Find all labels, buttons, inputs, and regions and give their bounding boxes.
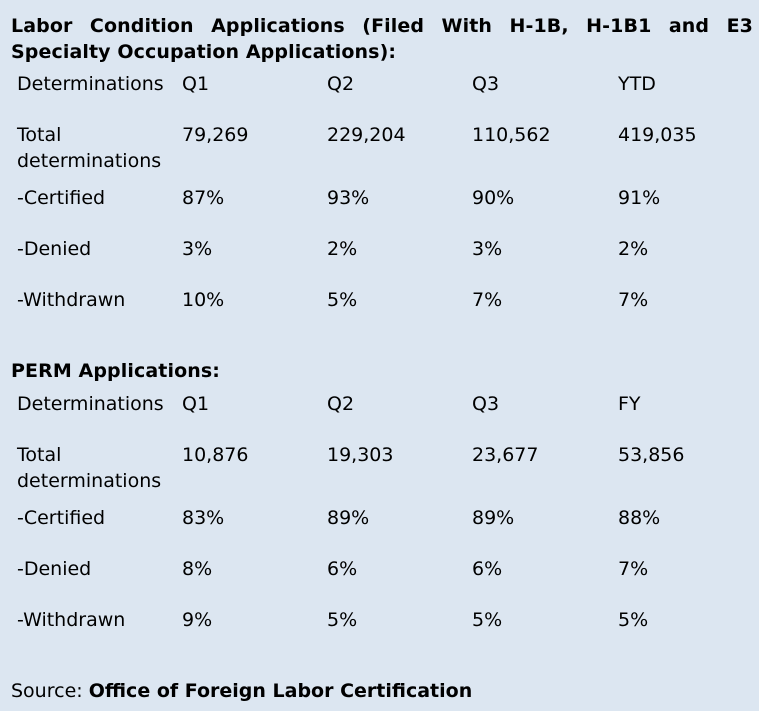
perm-withdrawn-q1: 9% bbox=[182, 609, 213, 631]
perm-header-determinations: Determinations bbox=[17, 393, 164, 415]
lca-denied-q2: 2% bbox=[327, 238, 358, 260]
lca-row-withdrawn-label: -Withdrawn bbox=[17, 289, 126, 311]
perm-denied-q2: 6% bbox=[327, 558, 358, 580]
lca-denied-q3: 3% bbox=[472, 238, 503, 260]
lca-header-ytd: YTD bbox=[618, 73, 656, 95]
lca-denied-ytd: 2% bbox=[618, 238, 649, 260]
lca-header-determinations: Determinations bbox=[17, 73, 164, 95]
perm-withdrawn-fy: 5% bbox=[618, 609, 649, 631]
lca-title-line1: Labor Condition Applications (Filed With H-1B, H-1B1 and E3 bbox=[11, 15, 753, 37]
perm-certified-q1: 83% bbox=[182, 507, 225, 529]
perm-total-q2: 19,303 bbox=[327, 444, 394, 466]
perm-row-withdrawn-label: -Withdrawn bbox=[17, 609, 126, 631]
lca-withdrawn-ytd: 7% bbox=[618, 289, 649, 311]
source-label: Source: bbox=[11, 680, 83, 702]
perm-withdrawn-q2: 5% bbox=[327, 609, 358, 631]
lca-certified-q2: 93% bbox=[327, 187, 370, 209]
perm-row-denied-label: -Denied bbox=[17, 558, 92, 580]
perm-row-certified-label: -Certified bbox=[17, 507, 106, 529]
lca-title-line2: Specialty Occupation Applications): bbox=[11, 41, 397, 63]
lca-certified-ytd: 91% bbox=[618, 187, 661, 209]
lca-total-q1: 79,269 bbox=[182, 124, 249, 146]
perm-title: PERM Applications: bbox=[11, 360, 220, 382]
perm-total-fy: 53,856 bbox=[618, 444, 685, 466]
perm-denied-fy: 7% bbox=[618, 558, 649, 580]
lca-withdrawn-q2: 5% bbox=[327, 289, 358, 311]
lca-certified-q1: 87% bbox=[182, 187, 225, 209]
source-value: Office of Foreign Labor Certification bbox=[88, 680, 473, 702]
perm-header-fy: FY bbox=[618, 393, 641, 415]
perm-certified-q3: 89% bbox=[472, 507, 515, 529]
lca-total-q2: 229,204 bbox=[327, 124, 406, 146]
lca-denied-q1: 3% bbox=[182, 238, 213, 260]
lca-total-ytd: 419,035 bbox=[618, 124, 697, 146]
lca-header-q2: Q2 bbox=[327, 73, 355, 95]
perm-row-total-label-line2: determinations bbox=[17, 470, 162, 492]
perm-header-q3: Q3 bbox=[472, 393, 500, 415]
perm-withdrawn-q3: 5% bbox=[472, 609, 503, 631]
perm-header-q1: Q1 bbox=[182, 393, 210, 415]
lca-certified-q3: 90% bbox=[472, 187, 515, 209]
lca-row-certified-label: -Certified bbox=[17, 187, 106, 209]
perm-denied-q1: 8% bbox=[182, 558, 213, 580]
perm-certified-fy: 88% bbox=[618, 507, 661, 529]
perm-certified-q2: 89% bbox=[327, 507, 370, 529]
lca-row-total-label-line1: Total bbox=[17, 124, 62, 146]
lca-withdrawn-q3: 7% bbox=[472, 289, 503, 311]
lca-withdrawn-q1: 10% bbox=[182, 289, 225, 311]
lca-row-total-label-line2: determinations bbox=[17, 150, 162, 172]
perm-total-q3: 23,677 bbox=[472, 444, 539, 466]
lca-total-q3: 110,562 bbox=[472, 124, 551, 146]
lca-header-q3: Q3 bbox=[472, 73, 500, 95]
lca-row-denied-label: -Denied bbox=[17, 238, 92, 260]
lca-header-q1: Q1 bbox=[182, 73, 210, 95]
perm-row-total-label-line1: Total bbox=[17, 444, 62, 466]
perm-header-q2: Q2 bbox=[327, 393, 355, 415]
source-line bbox=[11, 678, 472, 704]
perm-total-q1: 10,876 bbox=[182, 444, 249, 466]
perm-denied-q3: 6% bbox=[472, 558, 503, 580]
